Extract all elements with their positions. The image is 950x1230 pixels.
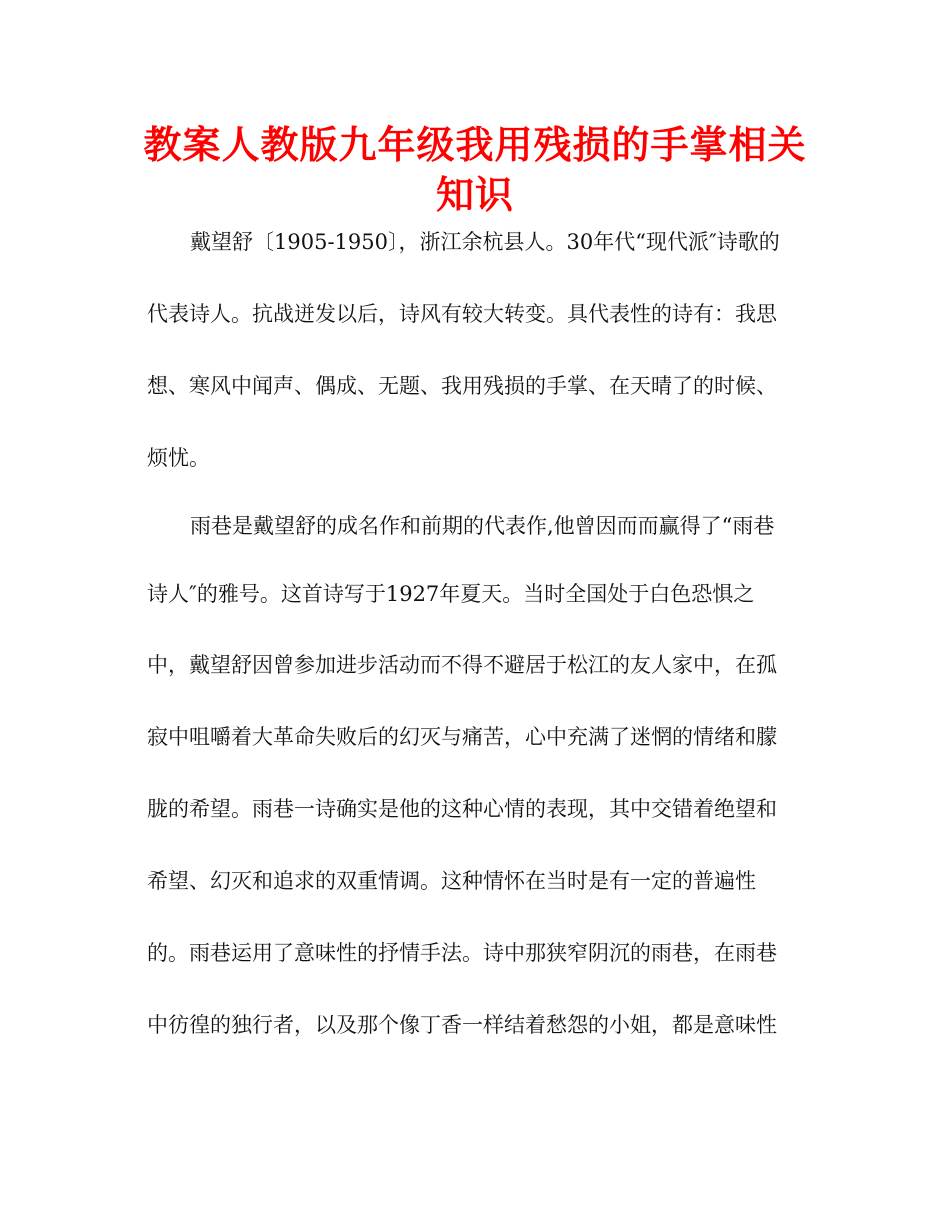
paragraph-2-line-8: 中彷徨的独行者，以及那个像丁香一样结着愁怨的小姐，都是意味性 [147, 1013, 777, 1037]
paragraph-1-line-3: 想、寒风中闻声、偶成、无题、我用残损的手掌、在天晴了的时候、 [147, 374, 777, 398]
paragraph-2-line-2: 诗人″的雅号。这首诗写于1927年夏天。当时全国处于白色恐惧之 [147, 582, 755, 606]
paragraph-2-line-3: 中，戴望舒因曾参加进步活动而不得不避居于松江的友人家中，在孤 [147, 653, 777, 677]
paragraph-2-line-5: 胧的希望。雨巷一诗确实是他的这种心情的表现，其中交错着绝望和 [147, 797, 777, 821]
paragraph-2-line-7: 的。雨巷运用了意味性的抒情手法。诗中那狭窄阴沉的雨巷，在雨巷 [147, 941, 777, 965]
paragraph-1-line-4: 烦忧。 [147, 446, 210, 470]
paragraph-1-line-1: 戴望舒〔1905-1950〕，浙江余杭县人。30年代“现代派″诗歌的 [190, 230, 780, 254]
paragraph-2-line-4: 寂中咀嚼着大革命失败后的幻灭与痛苦，心中充满了迷惘的情绪和朦 [147, 725, 777, 749]
paragraph-2-line-6: 希望、幻灭和追求的双重情调。这种情怀在当时是有一定的普遍性 [147, 869, 756, 893]
paragraph-1-line-2: 代表诗人。抗战迸发以后，诗风有较大转变。具代表性的诗有：我思 [147, 302, 777, 326]
document-title: 教案人教版九年级我用残损的手掌相关知识 [143, 123, 807, 217]
paragraph-2-line-1: 雨巷是戴望舒的成名作和前期的代表作,他曾因而而赢得了“雨巷 [190, 514, 775, 538]
